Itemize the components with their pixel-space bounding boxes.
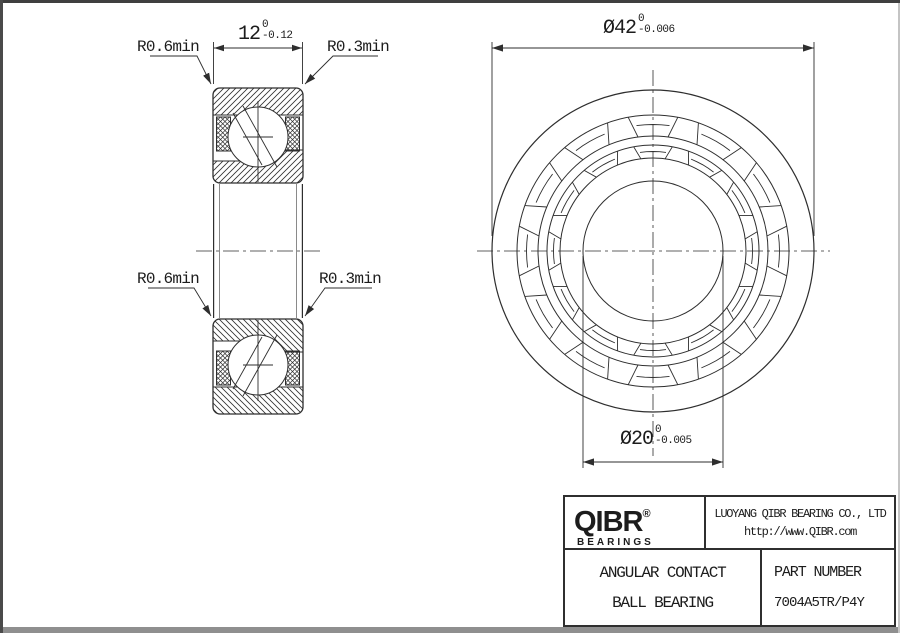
width-lower-tolerance: -0.12: [262, 30, 293, 42]
page-frame-shadow: [3, 627, 898, 633]
title-block-detail-row: [565, 550, 894, 625]
registered-trademark-icon: ®: [642, 508, 651, 520]
bore-dimension-tolerance: [655, 425, 692, 447]
od-dimension-value: Ø42: [603, 17, 637, 40]
title-block: [563, 495, 896, 627]
fillet-label-top-right: R0.3min: [327, 38, 389, 56]
part-number-label: PART NUMBER: [774, 564, 861, 581]
bore-dimension-value: Ø20: [620, 428, 654, 451]
bearing-cross-section-bottom: [213, 319, 303, 414]
page-frame-left: [0, 0, 3, 633]
brand-logo: [574, 500, 704, 537]
fillet-label-bottom-left: R0.6min: [137, 270, 199, 288]
logo-text: QIBR: [574, 506, 643, 538]
bore-dimension-text: [620, 424, 692, 452]
od-lower-tolerance: -0.006: [638, 24, 675, 36]
width-dimension-lines: [214, 42, 303, 84]
logo-cell: [565, 497, 704, 548]
fillet-label-top-left: R0.6min: [137, 38, 199, 56]
company-name: LUOYANG QIBR BEARING CO., LTD: [714, 506, 886, 521]
fillet-label-bottom-right: R0.3min: [319, 270, 381, 288]
bearing-cross-section-top: [213, 88, 303, 183]
bore-lower-tolerance: -0.005: [655, 435, 692, 447]
page-frame-top: [0, 0, 900, 3]
product-type-cell: [565, 550, 762, 625]
front-view-centerlines: [477, 70, 830, 456]
title-block-header-row: [565, 497, 894, 550]
width-dimension-value: 12: [238, 23, 261, 46]
website-url: http://www.QIBR.com: [743, 524, 857, 539]
company-cell: [704, 497, 894, 548]
width-dimension-text: [238, 19, 293, 47]
part-number-value: 7004A5TR/P4Y: [774, 595, 865, 611]
bore-upper-tolerance: 0: [655, 424, 662, 436]
product-type-line2: BALL BEARING: [612, 593, 713, 612]
width-upper-tolerance: 0: [262, 19, 269, 31]
width-dimension-tolerance: [262, 20, 293, 42]
product-type-line1: ANGULAR CONTACT: [599, 563, 726, 582]
od-upper-tolerance: 0: [638, 13, 645, 25]
od-dimension-text: [603, 13, 675, 41]
part-number-cell: [762, 550, 894, 625]
logo-subtext: BEARINGS: [577, 537, 654, 548]
od-dimension-tolerance: [638, 14, 675, 36]
